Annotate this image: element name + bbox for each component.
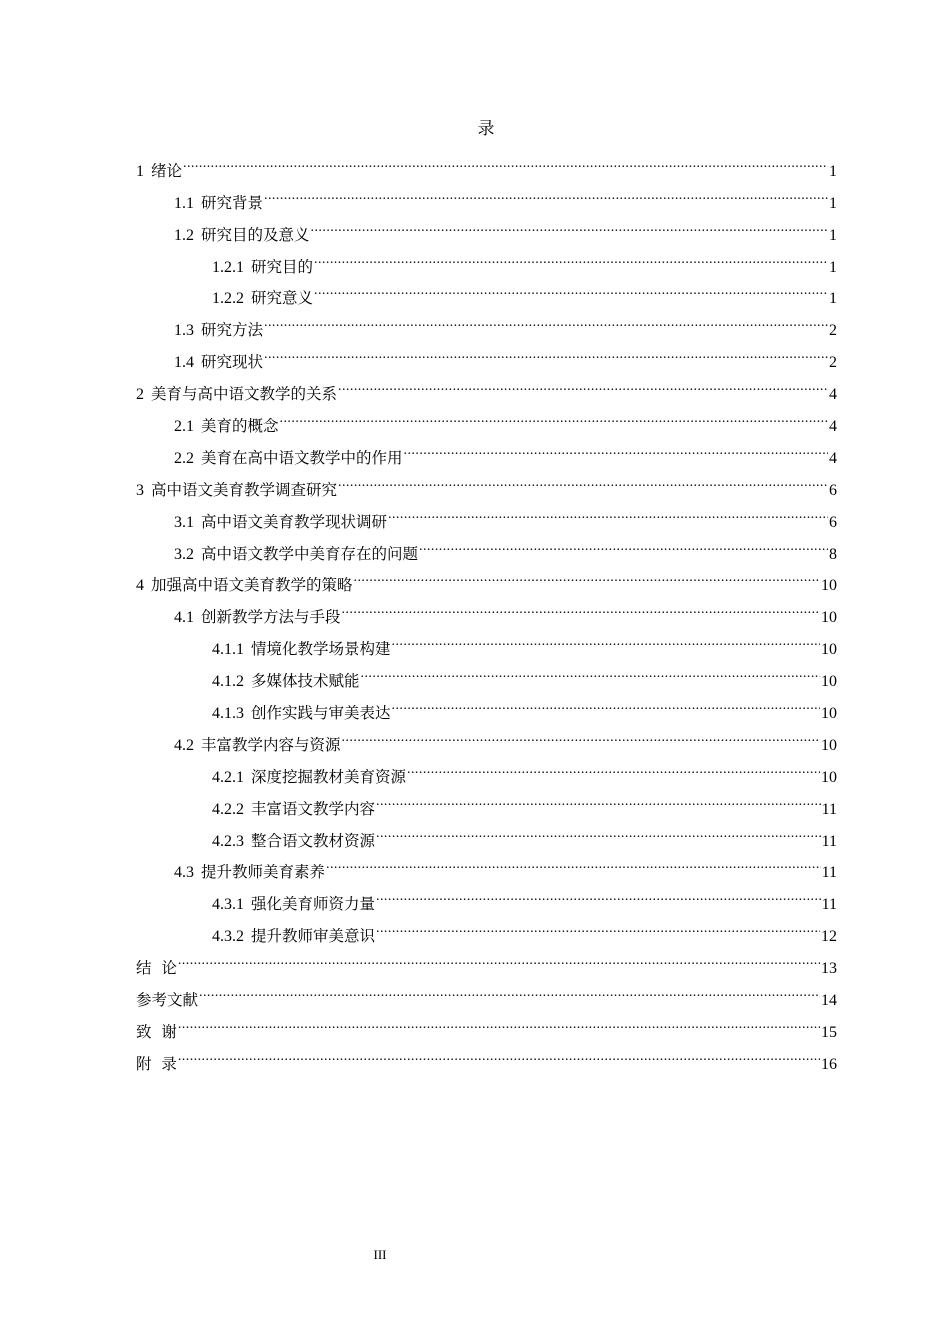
- dot-leader: [264, 303, 828, 335]
- toc-entry[interactable]: [136, 973, 837, 1010]
- toc-entry-number: 4.3: [174, 864, 194, 882]
- toc-entry[interactable]: [136, 1005, 837, 1041]
- dot-leader: [183, 144, 828, 176]
- toc-entry-page: 11: [821, 832, 837, 850]
- dot-leader: [326, 846, 821, 878]
- toc-entry[interactable]: [136, 1037, 837, 1073]
- dot-leader: [376, 909, 820, 941]
- toc-entry-title: 美育的概念: [201, 417, 279, 436]
- toc-entry-title: 美育在高中语文教学中的作用: [201, 448, 403, 467]
- dot-leader: [178, 1037, 820, 1069]
- toc-entry-title: 致 谢: [136, 1022, 177, 1041]
- toc-entry-title: 附 录: [136, 1054, 177, 1073]
- dot-leader: [407, 750, 820, 782]
- toc-entry-page: 1: [829, 226, 837, 244]
- toc-entry-number: 1.1: [174, 194, 194, 212]
- toc-entry-number: 3: [136, 481, 144, 499]
- toc-entry-page: 10: [821, 641, 837, 659]
- toc-entry-page: 11: [821, 800, 837, 818]
- toc-entry-page: 11: [821, 896, 837, 914]
- toc-entry-page: 10: [821, 736, 837, 754]
- toc-entry-number: 4.1: [174, 609, 194, 627]
- toc-entry[interactable]: [136, 941, 837, 978]
- dot-leader: [392, 622, 820, 654]
- toc-entry-number: 4.2.2: [212, 800, 244, 818]
- dot-leader: [178, 941, 820, 973]
- dot-leader: [354, 559, 820, 591]
- toc-entry-title: 深度挖掘教材美育资源: [251, 767, 407, 786]
- toc-entry-page: 1: [829, 290, 837, 308]
- dot-leader: [264, 176, 828, 208]
- toc-entry-page: 2: [829, 322, 837, 340]
- toc-entry-title: 高中语文教学中美育存在的问题: [201, 544, 419, 563]
- dot-leader: [388, 495, 828, 527]
- toc-entry-number: 2.1: [174, 418, 194, 436]
- toc-title: 录: [477, 119, 495, 139]
- toc-entry-title: 研究背景: [201, 193, 264, 212]
- toc-entry-title: 结 论: [136, 959, 177, 978]
- page-number: III: [373, 1247, 387, 1262]
- toc-entry-title: 研究意义: [251, 289, 314, 308]
- toc-entry-page: 1: [829, 162, 837, 180]
- toc-entry-title: 研究方法: [201, 321, 264, 340]
- toc-entry-number: 1.2.1: [212, 258, 244, 276]
- toc-entry-number: 4.1.2: [212, 673, 244, 691]
- toc-entry-page: 10: [821, 673, 837, 691]
- toc-entry-number: 3.1: [174, 513, 194, 531]
- toc-entry-number: 2: [136, 386, 144, 404]
- toc-entry-page: 4: [829, 418, 837, 436]
- dot-leader: [342, 590, 820, 622]
- toc-entry-page: 1: [829, 194, 837, 212]
- dot-leader: [338, 367, 828, 399]
- toc-entry-title: 创新教学方法与手段: [201, 608, 341, 627]
- toc-entry-page: 16: [821, 1055, 837, 1073]
- toc-entry-page: 6: [829, 481, 837, 499]
- dot-leader: [264, 335, 828, 367]
- toc-entry-title: 提升教师美育素养: [201, 863, 326, 882]
- toc-entry-page: 12: [821, 928, 837, 946]
- toc-entry-page: 13: [821, 960, 837, 978]
- dot-leader: [404, 431, 828, 463]
- toc-entry-page: 10: [821, 577, 837, 595]
- toc-entry-number: 1.2.2: [212, 290, 244, 308]
- toc-entry-number: 1.3: [174, 322, 194, 340]
- toc-entry-page: 1: [829, 258, 837, 276]
- toc-entry-number: 4.1.1: [212, 641, 244, 659]
- toc-entry-page: 10: [821, 705, 837, 723]
- dot-leader: [338, 463, 828, 495]
- toc-entry-title: 多媒体技术赋能: [251, 672, 360, 691]
- dot-leader: [376, 782, 821, 814]
- toc-entry-title: 研究目的: [251, 257, 314, 276]
- toc-entry-number: 4.3.1: [212, 896, 244, 914]
- toc-entry-title: 丰富语文教学内容: [251, 799, 376, 818]
- toc-entry-number: 1.4: [174, 354, 194, 372]
- toc-entry-title: 研究目的及意义: [201, 225, 310, 244]
- toc-entry-title: 参考文献: [136, 991, 199, 1010]
- table-of-contents: [136, 144, 837, 1073]
- dot-leader: [361, 654, 820, 686]
- toc-entry-title: 高中语文美育教学现状调研: [201, 512, 388, 531]
- toc-entry-page: 10: [821, 609, 837, 627]
- toc-entry[interactable]: [136, 176, 837, 212]
- toc-entry-page: 10: [821, 768, 837, 786]
- toc-entry-number: 3.2: [174, 545, 194, 563]
- toc-entry-title: 美育与高中语文教学的关系: [151, 385, 338, 404]
- toc-entry-number: 4: [136, 577, 144, 595]
- toc-entry-title: 绪论: [151, 161, 183, 180]
- toc-entry-title: 提升教师审美意识: [251, 927, 376, 946]
- toc-entry-page: 2: [829, 354, 837, 372]
- dot-leader: [314, 240, 828, 272]
- dot-leader: [178, 1005, 820, 1037]
- toc-entry-number: 4.2.1: [212, 768, 244, 786]
- toc-entry-number: 4.3.2: [212, 928, 244, 946]
- dot-leader: [314, 272, 828, 304]
- dot-leader: [392, 686, 820, 718]
- toc-entry-page: 4: [829, 449, 837, 467]
- toc-entry-title: 丰富教学内容与资源: [201, 735, 341, 754]
- toc-entry-title: 研究现状: [201, 353, 264, 372]
- toc-entry-number: 1: [136, 162, 144, 180]
- toc-entry-number: 4.1.3: [212, 705, 244, 723]
- toc-entry-page: 6: [829, 513, 837, 531]
- dot-leader: [311, 208, 828, 240]
- toc-entry[interactable]: [136, 144, 837, 180]
- toc-entry-title: 创作实践与审美表达: [251, 704, 391, 723]
- toc-entry-title: 高中语文美育教学调查研究: [151, 480, 338, 499]
- toc-entry-title: 情境化教学场景构建: [251, 640, 391, 659]
- toc-entry-page: 4: [829, 386, 837, 404]
- toc-entry-title: 整合语文教材资源: [251, 831, 376, 850]
- toc-entry-page: 14: [821, 992, 837, 1010]
- toc-entry-page: 11: [821, 864, 837, 882]
- toc-entry-number: 4.2.3: [212, 832, 244, 850]
- toc-entry-number: 4.2: [174, 736, 194, 754]
- dot-leader: [376, 877, 821, 909]
- toc-entry-number: 2.2: [174, 449, 194, 467]
- dot-leader: [376, 814, 821, 846]
- toc-entry-page: 8: [829, 545, 837, 563]
- toc-entry-number: 1.2: [174, 226, 194, 244]
- toc-entry-title: 强化美育师资力量: [251, 895, 376, 914]
- toc-entry-title: 加强高中语文美育教学的策略: [151, 576, 353, 595]
- dot-leader: [199, 973, 820, 1005]
- dot-leader: [419, 527, 828, 559]
- dot-leader: [280, 399, 828, 431]
- dot-leader: [342, 718, 820, 750]
- toc-entry-page: 15: [821, 1023, 837, 1041]
